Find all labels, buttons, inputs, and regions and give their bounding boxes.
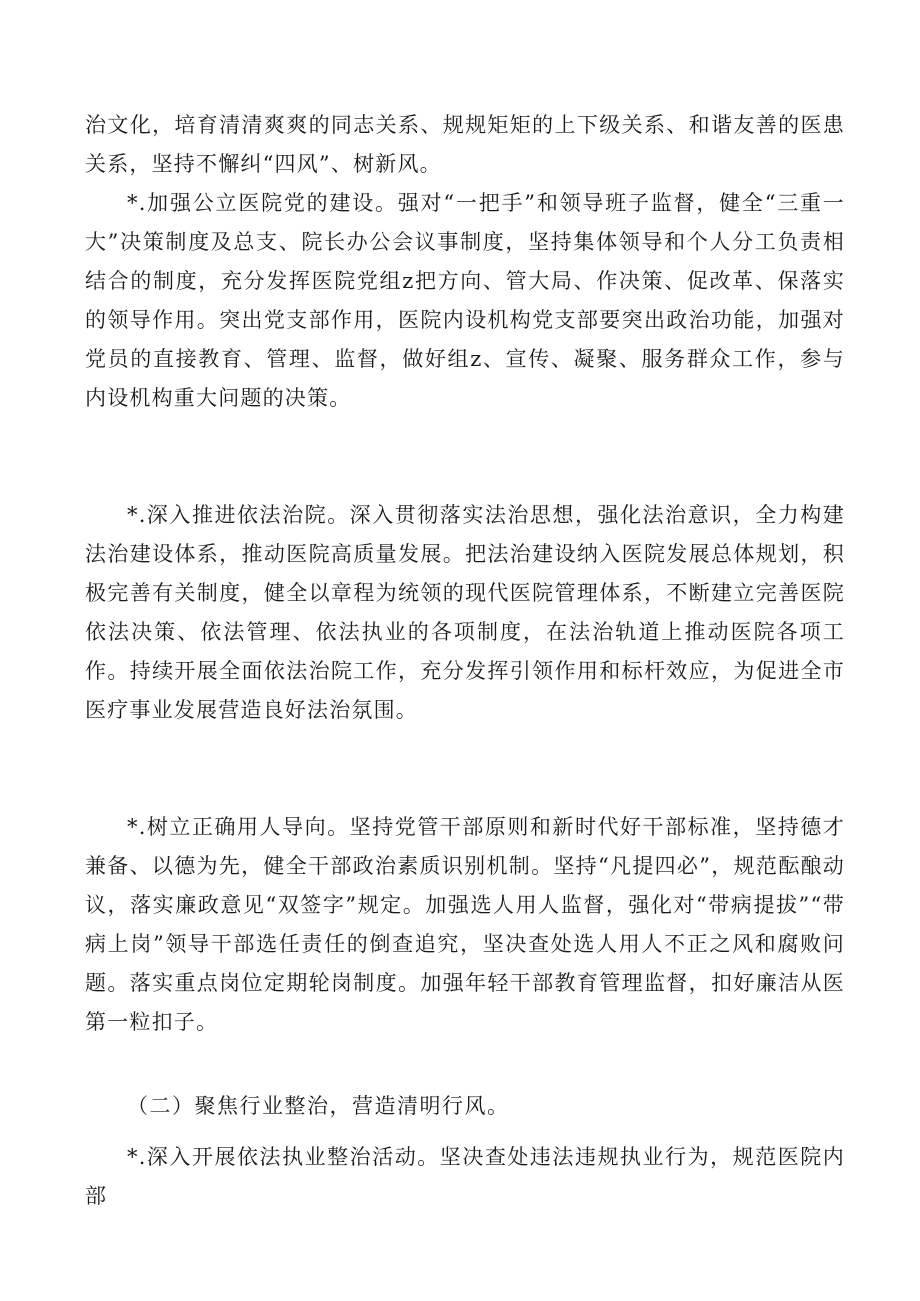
paragraph-continuation: 治文化，培育清清爽爽的同志关系、规规矩矩的上下级关系、和谐友善的医患关系，坚持不懈纠“四风”、树新风。	[85, 113, 845, 176]
paragraph-rule-of-law: *.深入推进依法治院。深入贯彻落实法治思想，强化法治意识，全力构建法治建设体系，推动医院高质量发展。把法治建设纳入医院发展总体规划，积极完善有关制度，健全以章程为统领的现代医院管理体系，不断建立完善医院依法决策、依法管理、依法执业的各项制度，在法治轨道上推动医院各项工作。持续开展全面依法治院工作，充分发挥引领作用和标杆效应，为促进全市医疗事业发展营造良好法治氛围。	[85, 503, 845, 722]
section-heading-industry-rectification: （二）聚焦行业整治，营造清明行风。	[127, 1094, 510, 1118]
paragraph-personnel-orientation: *.树立正确用人导向。坚持党管干部原则和新时代好干部标准，坚持德才兼备、以德为先，健全干部政治素质识别机制。坚持“凡提四必”，规范酝酿动议，落实廉政意见“双签字”规定。加强选人用人监督，强化对“带病提拔”“带病上岗”领导干部选任责任的倒查追究，坚决查处选人用人不正之风和腐败问题。落实重点岗位定期轮岗制度。加强年轻干部教育管理监督，扣好廉洁从医第一粒扣子。	[85, 815, 845, 1034]
paragraph-practice-rectification: *.深入开展依法执业整治活动。坚决查处违法违规执业行为，规范医院内部	[85, 1145, 845, 1208]
paragraph-party-building: *.加强公立医院党的建设。强对“一把手”和领导班子监督，健全“三重一大”决策制度及总支、院长办公会议事制度，坚持集体领导和个人分工负责相结合的制度，充分发挥医院党组z把方向、管大局、作决策、促改革、保落实的领导作用。突出党支部作用，医院内设机构党支部要突出政治功能，加强对党员的直接教育、管理、监督，做好组z、宣传、凝聚、服务群众工作，参与内设机构重大问题的决策。	[85, 191, 845, 410]
